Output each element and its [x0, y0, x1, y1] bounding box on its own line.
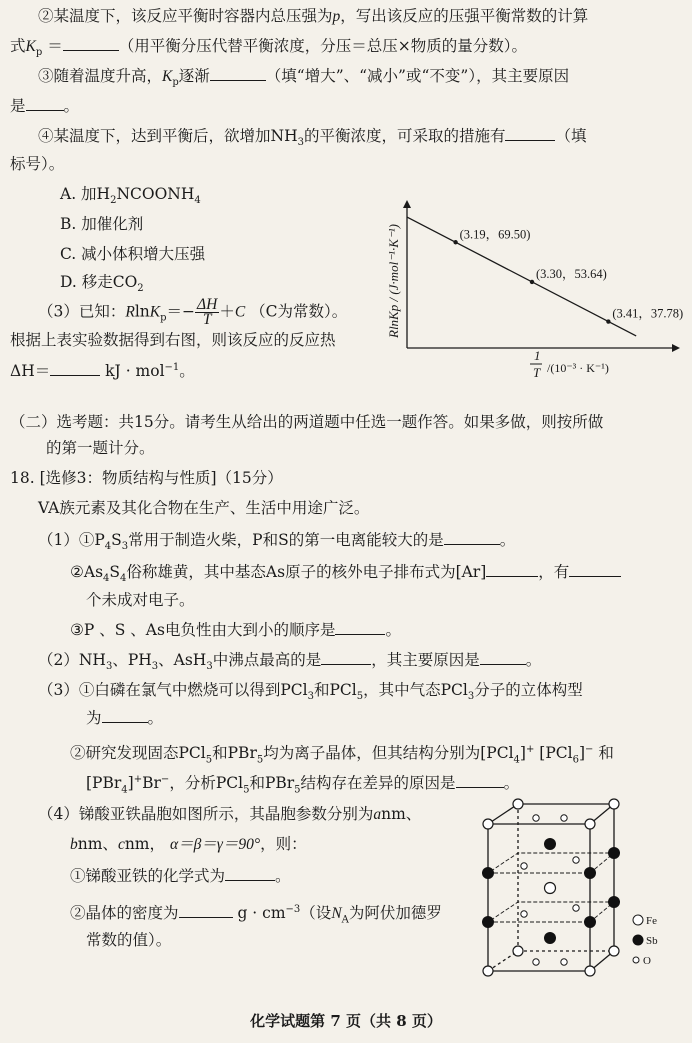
plus-sup2: + — [133, 774, 143, 785]
data-point-2 — [530, 280, 534, 284]
p1b2: S — [109, 563, 121, 581]
mol-sup: −1 — [164, 362, 180, 373]
p3n: 和PBr — [249, 774, 295, 793]
q4-line — [38, 126, 587, 153]
pcl5-sub2: 5 — [205, 754, 213, 766]
q18-intro — [38, 498, 369, 518]
p3k-line: [PBr$_4$]+Br−，分析PCl$_5$和PBr$_5$结构存在差异的原因是 。 — [86, 774, 520, 796]
option-a-text: A. 加H — [60, 185, 111, 203]
q4c: （填 — [555, 127, 587, 145]
p3f: ②研究发现固态PCl — [70, 744, 206, 763]
kp-symbol: K — [25, 38, 36, 55]
p1b: ②As — [70, 563, 104, 581]
y-axis-label: RlnKp / (J·mol⁻¹·K⁻¹) — [386, 224, 401, 338]
fe-atoms — [483, 799, 619, 976]
p4e-line — [86, 930, 171, 950]
pcl4-sub: 4 — [513, 754, 520, 766]
data-point-1 — [453, 240, 457, 244]
q5d: 根据上表实验数据得到右图，则该反应的反应热 — [10, 331, 336, 349]
x-label-num: 1 — [534, 348, 541, 363]
sec2b: 的第一题计分。 — [46, 439, 155, 457]
p1a: （1）①P — [38, 531, 105, 549]
pbr4-sub: 4 — [121, 784, 128, 796]
p3i: [PCl — [539, 744, 573, 763]
q2-text: ②某温度下，该反应平衡时容器内总压强为 — [38, 7, 333, 25]
c-unit: nm， — [124, 835, 166, 853]
p3e-line: 为 。 — [86, 709, 164, 727]
q5c: （C为常数）。 — [250, 302, 348, 321]
option-b-text: B. 加催化剂 — [60, 215, 144, 233]
p4d-line — [70, 900, 442, 930]
p3g: 和PBr — [212, 744, 257, 763]
kp-sub: p — [35, 47, 43, 59]
answer-blank-config[interactable] — [486, 562, 538, 577]
rlnkp-chart — [384, 200, 684, 380]
option-a-sub1: 2 — [110, 195, 117, 207]
q4b: 的平衡浓度，可采取的措施有 — [303, 127, 506, 145]
p3f-line: ②研究发现固态PCl$_5$和PBr$_5$均为离子晶体，但其结构分别为[PCl$_4$]+ [PCl$_6$]− 和 — [70, 744, 614, 766]
nh3-sub: 3 — [297, 137, 304, 149]
option-d-sub: 2 — [137, 283, 144, 295]
p4d3: （设 — [300, 904, 332, 923]
p2a: （2）NH — [38, 651, 106, 669]
q3b: 逐渐 — [178, 67, 210, 85]
frac-den: T — [202, 311, 212, 328]
q4a: ④某温度下，达到平衡后，欲增加NH — [38, 127, 298, 145]
s3-sub: 3 — [121, 541, 129, 553]
option-a — [60, 184, 201, 211]
p3e: 为 — [86, 709, 102, 727]
answer-blank-difference[interactable] — [456, 773, 504, 788]
p3m: ，分析PCl — [169, 774, 244, 793]
p3j: 和 — [598, 744, 614, 763]
q3c: （填“增大”、“减小”或“不变”），其主要原因 — [265, 67, 570, 85]
q3d: 是 — [10, 97, 26, 115]
minus-sup2: − — [160, 774, 170, 785]
y-axis — [403, 200, 411, 348]
answer-blank-formula[interactable] — [225, 866, 275, 881]
p3o: 结构存在差异的原因是 — [300, 774, 456, 793]
na-symbol: N — [331, 905, 342, 923]
answer-blank-measure[interactable] — [505, 126, 555, 141]
q2c-line: 式$K_p$ ＝ （用平衡分压代替平衡浓度，分压＝总压×物质的量分数）。 — [10, 37, 527, 59]
p4d6: 为阿伏加德罗 — [348, 904, 442, 923]
q18-text: 18. [选修3：物质结构与性质]（15分） — [10, 469, 283, 487]
p4b-line — [70, 834, 307, 855]
p2e: ，其主要原因是 — [371, 651, 480, 669]
q5e: ΔH＝ — [10, 362, 51, 381]
answer-blank-ionization[interactable] — [444, 530, 500, 545]
q5a: （3）已知： — [38, 302, 126, 321]
p1a2: S — [111, 531, 122, 549]
x-axis — [407, 344, 680, 352]
sec2a: （二）选考题：共15分。请考生从给出的两道题中任选一题作答。如果多做，则按所做 — [10, 413, 604, 431]
pcl3-sub: 3 — [307, 691, 314, 703]
data-label-2: (3.30，53.64) — [536, 266, 607, 281]
option-c-text: C. 减小体积增大压强 — [60, 245, 206, 263]
answer-blank-density[interactable] — [179, 903, 233, 918]
legend-o-label: O — [643, 955, 651, 967]
p4c-line: ①锑酸亚铁的化学式为 。 — [70, 867, 291, 885]
option-b — [60, 214, 143, 234]
page-footer: 化学试题第 7 页（共 8 页） — [250, 1012, 442, 1030]
kp-sub-2: p — [172, 77, 179, 89]
p2b: 、PH — [112, 651, 152, 669]
data-point-3 — [606, 319, 610, 323]
q4d: 标号）。 — [10, 155, 65, 173]
p4b5: ，则： — [260, 835, 307, 853]
p3d: 分子的立体构型 — [474, 681, 583, 699]
p1a3: 常用于制造火柴，P和S的第一电离能较大的是 — [128, 531, 444, 549]
p1c: 个未成对电子。 — [86, 591, 195, 609]
answer-blank-trend[interactable] — [210, 66, 266, 81]
p2c: 、AsH — [158, 651, 207, 669]
angle-text: α＝β＝γ＝90° — [169, 836, 261, 853]
sec2b-line — [46, 438, 155, 458]
r-symbol: R — [125, 303, 135, 321]
frac-num: ΔH — [197, 296, 218, 313]
data-label-3: (3.41，37.78) — [612, 306, 684, 321]
p4c: ①锑酸亚铁的化学式为 — [70, 867, 226, 885]
answer-blank-reason[interactable] — [26, 96, 64, 111]
answer-blank-bp-reason[interactable] — [480, 650, 526, 665]
kp-symbol-2: K — [162, 68, 173, 85]
p2-line: $(2)NH_3$、$PH_3$、AsH$_3$中沸点最高的是 ，其主要原因是 。 — [38, 651, 542, 673]
option-c — [60, 244, 205, 264]
s4-sub: 4 — [120, 573, 127, 585]
p2d: 中沸点最高的是 — [212, 651, 322, 669]
q2-text-b: ，写出该反应的压强平衡常数的计算 — [340, 7, 589, 25]
p1d: ③P 、S 、As电负性由大到小的顺序是 — [70, 621, 336, 639]
answer-blank-dh[interactable] — [50, 361, 100, 376]
p1c-line — [86, 590, 195, 610]
p1d-line: ③P 、S 、As电负性由大到小的顺序是 。 — [70, 621, 401, 639]
plus-sup: + — [525, 744, 535, 755]
pcl5-sub: 5 — [356, 691, 364, 703]
p1b-line — [70, 562, 621, 589]
p3h: 均为离子晶体，但其结构分别为[PCl — [263, 744, 514, 763]
p1a-line: $(1)①P_4S_3$常用于制造火柴，P和S的第一电离能较大的是 。 — [38, 531, 516, 553]
answer-blank-shape[interactable] — [102, 708, 148, 723]
x-label-unit: /(10⁻³ · K⁻¹) — [547, 361, 609, 375]
kp-sub-3: p — [160, 312, 167, 324]
p3l: Br — [142, 774, 161, 793]
p3b: 和PCl — [313, 681, 357, 699]
ash3-sub: 3 — [206, 661, 213, 673]
legend-sb-icon — [633, 935, 644, 946]
crystal-cell-diagram — [478, 796, 688, 986]
b-var: b — [70, 836, 78, 853]
c-var: c — [117, 836, 125, 853]
option-a-text2: NCOONH — [116, 185, 195, 203]
q5-line: （3）已知：RlnK$_p$＝− $\frac{\Delta H}{T}$ ＋C （C为常数）。 — [38, 296, 348, 328]
legend-sb-label: Sb — [646, 935, 658, 947]
as4-sub: 4 — [103, 573, 110, 585]
q2-line — [38, 6, 588, 27]
q3a: ③随着温度升高， — [38, 67, 163, 85]
q2c-post: （用平衡分压代替平衡浓度，分压＝总压×物质的量分数）。 — [118, 37, 527, 55]
legend-fe-label: Fe — [646, 915, 657, 927]
nh3-sub2: 3 — [105, 661, 113, 673]
data-label-1: (3.19，69.50) — [459, 227, 531, 242]
dh-fraction — [195, 298, 219, 327]
legend-o-icon-1 — [633, 957, 639, 963]
q4d-line — [10, 154, 64, 174]
legend — [633, 915, 659, 967]
cm-sup: −3 — [285, 904, 301, 915]
p3a-line — [38, 680, 583, 707]
option-d-text: D. 移走CO — [60, 273, 138, 291]
pcl3-sub2: 3 — [467, 691, 475, 703]
kp-symbol-3: K — [149, 303, 161, 321]
sec2-line — [10, 412, 603, 432]
q3-line — [38, 66, 569, 93]
pbr5-sub2: 5 — [294, 784, 301, 796]
p-variable: p — [332, 8, 341, 25]
q5f: kJ · mol — [105, 362, 165, 381]
pbr5-sub: 5 — [256, 754, 264, 766]
a-unit: nm、 — [381, 805, 422, 823]
pcl5-sub3: 5 — [243, 784, 250, 796]
answer-blank-unpaired[interactable] — [569, 562, 621, 577]
chart-series — [407, 217, 683, 336]
minus-sup: − — [585, 744, 594, 755]
q2c-pre: 式 — [10, 37, 26, 55]
p4e: 常数的值）。 — [86, 931, 172, 949]
p3a: （3）①白磷在氯气中燃烧可以得到PCl — [38, 681, 308, 699]
q18-title — [10, 468, 283, 488]
option-a-sub2: 4 — [194, 195, 201, 207]
p1b4: ，有 — [538, 563, 570, 581]
a-var: a — [373, 806, 382, 823]
answer-blank-electroneg[interactable] — [335, 620, 385, 635]
p4a-line — [38, 804, 421, 825]
legend-fe-icon — [633, 915, 643, 925]
option-d — [60, 272, 144, 299]
p4a: （4）锑酸亚铁晶胞如图所示，其晶胞参数分别为 — [38, 805, 374, 823]
ln-symbol: ln — [134, 302, 150, 321]
p3c: ，其中气态PCl — [363, 681, 468, 699]
q3d-line: 是 。 — [10, 97, 80, 115]
q5d-line — [10, 330, 336, 350]
answer-blank-kp[interactable] — [63, 36, 119, 51]
na-sub: A — [341, 914, 349, 926]
ph3-sub: 3 — [151, 661, 159, 673]
x-label-den: T — [533, 365, 541, 380]
p4-sub: 4 — [104, 541, 112, 553]
b-unit: nm、 — [77, 835, 118, 853]
pcl6-sub: 6 — [572, 754, 579, 766]
q5e-line: ΔH＝ kJ · mol$^{-1}$。 — [10, 362, 195, 381]
p3k: [PBr — [86, 774, 122, 793]
p4d: ②晶体的密度为 — [70, 904, 179, 923]
p4d2: g · cm — [237, 904, 286, 923]
p1b3: 俗称雄黄，其中基态As原子的核外电子排布式为[Ar] — [126, 563, 487, 581]
answer-blank-bp[interactable] — [321, 650, 371, 665]
q18-intro-text: VA族元素及其化合物在生产、生活中用途广泛。 — [38, 499, 370, 517]
